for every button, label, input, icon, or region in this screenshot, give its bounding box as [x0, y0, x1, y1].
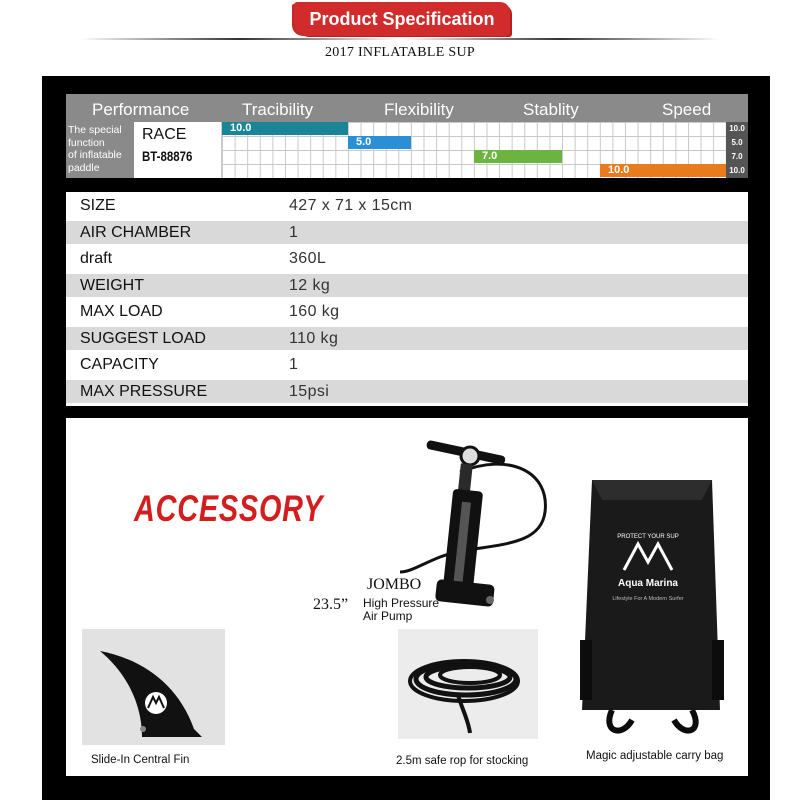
- bag-brand: Aqua Marina: [617, 578, 679, 589]
- perf-bar-flexibility: 5.0: [348, 136, 411, 149]
- bag-caption: Magic adjustable carry bag: [586, 750, 724, 762]
- spec-row: [66, 325, 748, 352]
- carry-bag-image: [572, 470, 732, 740]
- spec-value: 12 kg: [289, 276, 331, 294]
- spec-label: AIR CHAMBER: [80, 223, 192, 241]
- spec-row: [66, 219, 748, 246]
- bag-tagline-top: PROTECT YOUR SUP: [617, 534, 679, 540]
- scale-label: 5.0: [731, 138, 743, 147]
- model-name: RACE: [142, 126, 187, 143]
- column-speed: Speed: [662, 100, 712, 119]
- model-cell: [134, 122, 222, 178]
- perf-bar-speed: 10.0: [600, 164, 726, 177]
- fin-caption: Slide-In Central Fin: [91, 754, 190, 766]
- column-flexibility: Flexibility: [384, 100, 454, 119]
- spec-value: 427 x 71 x 15cm: [289, 197, 413, 214]
- column-stablity: Stablity: [523, 100, 579, 119]
- air-pump-image: [400, 432, 560, 612]
- title-rule-right: [400, 38, 720, 40]
- fin-image: [82, 629, 225, 745]
- performance-grid: [222, 122, 726, 178]
- title-rule-left: [80, 38, 400, 40]
- spec-label: SIZE: [80, 197, 116, 214]
- pump-description: High Pressure Air Pump: [363, 596, 440, 623]
- spec-row: [66, 378, 748, 405]
- spec-value: 15psi: [289, 382, 330, 400]
- scale-label: 10.0: [729, 124, 745, 133]
- scale-label: 10.0: [729, 166, 745, 175]
- spec-label: CAPACITY: [80, 356, 159, 373]
- spec-row: [66, 192, 748, 219]
- bag-tagline-bottom: Lifestyle For A Modern Surfer: [612, 596, 684, 602]
- page-title: Product Specification: [309, 8, 495, 29]
- rope-caption: 2.5m safe rop for stocking: [396, 755, 529, 767]
- column-tracibility: Tracibility: [242, 100, 314, 119]
- spec-label: draft: [80, 250, 113, 267]
- page-subtitle: 2017 INFLATABLE SUP: [324, 45, 476, 60]
- row-band: [66, 274, 748, 297]
- spec-value: 160 kg: [289, 303, 340, 320]
- spec-row: [66, 298, 748, 325]
- spec-table: [66, 192, 748, 406]
- pump-name: JOMBO: [367, 576, 422, 593]
- spec-value: 1: [289, 356, 299, 373]
- performance-chart: [66, 94, 748, 178]
- scale-label: 7.0: [731, 152, 743, 161]
- perf-bar-tracibility: 10.0: [222, 122, 348, 135]
- spec-label: MAX PRESSURE: [80, 382, 208, 400]
- perf-bar-stablity: 7.0: [474, 150, 562, 163]
- rope-image: [398, 629, 538, 739]
- performance-heading: Performance: [92, 100, 190, 119]
- pump-size: 23.5”: [313, 596, 349, 613]
- spec-label: WEIGHT: [80, 276, 144, 294]
- spec-label: SUGGEST LOAD: [80, 329, 206, 347]
- spec-value: 110 kg: [289, 329, 339, 347]
- value-scale: [726, 122, 748, 178]
- spec-row: [66, 245, 748, 272]
- spec-label: MAX LOAD: [80, 303, 163, 320]
- spec-value: 1: [289, 223, 299, 241]
- spec-value: 360L: [289, 250, 327, 267]
- accessory-title: ACCESSORY: [134, 488, 324, 529]
- spec-row: [66, 351, 748, 378]
- model-code: BT-88876: [142, 148, 193, 164]
- spec-row: [66, 272, 748, 299]
- function-label: The special function of inflatable paddle: [66, 122, 134, 178]
- performance-header: [66, 94, 748, 122]
